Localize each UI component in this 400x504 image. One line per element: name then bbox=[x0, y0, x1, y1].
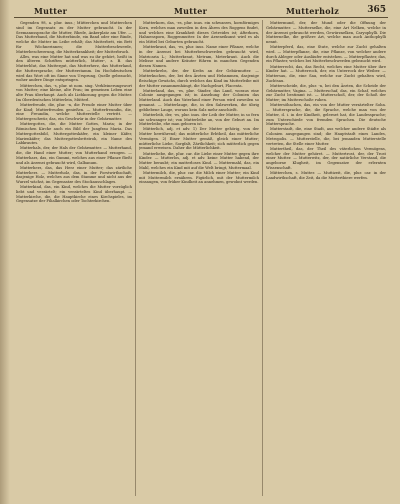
text-column-1 bbox=[16, 21, 132, 496]
entry-paragraph: Mütterchen, s. Mutter. — Muttizeit, die, plur. car. in der Landwirthschaft, die Zeit, da die Mutterthiere werfen. bbox=[266, 170, 386, 180]
text-column-2 bbox=[139, 21, 259, 496]
entry-paragraph: Muttersöhnchen, das, ein von der Mutter verzärtelter Sohn. — Muttersprache, die, die Sprache, welche man von der Mutter, d. i. in der Kindheit, gelernet hat, die Landessprache; zum Unterschiede von fremden Sprachen. Die deutsche Muttersprache. bbox=[266, 103, 386, 127]
entry-paragraph: Gegenden 98, a. plur. inus.; Mütterchen und Mutterchen sind im Gegensatz zu der Mutter gebraucht. In der Seemannssprache die Mutter, Rhede, Ankerplatz am Ufer. — Das Mutterband, die Mutterbinde, ein Band oder eine Binde, welche die Mutter im Leibe erhält; das Mutterbett, ein Bett für Wöchnerinnen; die Mutterbeschwerde, Mutterbeschwerung, die Mutterkrankheit; der Mutterbruch. bbox=[16, 21, 132, 54]
entry-paragraph: Muttermund, der, der Mund oder die Öffnung der Gebärmutter. — Mutternelke, die, eine Art Nelken, welche in der Arzenei gebraucht werden, Gewürznelken, Caryophylli. Die Mutternelke, die größere Art, welche man auch Anthophylli nennt. bbox=[266, 21, 386, 44]
column-divider bbox=[135, 20, 136, 496]
entry-paragraph: Mutterliebe, die, plur. car. die Liebe einer Mutter gegen ihre Kinder. — Mutterlos, adj. et adv. keine Mutter habend, der Mutter beraubt; ein mutterloses Kind. — Muttermahl, das, ein Mahl, welches ein Kind mit auf die Welt bringt, Muttermaal. bbox=[139, 151, 259, 170]
entry-paragraph: Mutterkorn, das, -es, plur. inus. ein schwarzes, hornförmiges Korn, welches man zuweilen in den Ähren des Roggens findet, und welches eine Krankheit dieses Getreides ist; Afterkorn, Hahnensporn, Roggenmutter. In der Arzeneikunst wird es als ein Mittel bei Geburten gebraucht. bbox=[139, 21, 259, 44]
text-column-3 bbox=[266, 21, 386, 496]
entry-paragraph: Mutterfreude, die, plur. -n, die Freude einer Mutter über ihr Kind; Mutterfreuden genießen. — Mutterfreundin, die, eine Freundin, welche Mutterstelle vertritt. — Muttergeschwür, das, ein Geschwür in der Gebärmutter. bbox=[16, 102, 132, 122]
entry-paragraph: Mütterchen, das, -s, plur. ut nom. sing. Verkleinerungswort von Mutter; eine kleine, alte Frau; im gemeinen Leben eine alte Frau überhaupt. Auch als Liebkosung gegen die Mutter. Im Oberdeutschen Mütterlein, Mütterl. bbox=[16, 83, 132, 102]
entry-paragraph: Mutterleib, der, -es, plur. inus. der Leib der Mutter, in so fern sie schwanger ist; von Mutterleibe an, von der Geburt an. Im Mutterleibe, ehe man geboren ist. bbox=[139, 112, 259, 127]
entry-paragraph: Mutterherz, das, das Herz einer Mutter; das zärtliche Mutterherz. — Mutterholz, das, in der Forstwirthschaft, dasjenige Holz, welches aus dem Stamme und nicht aus der Wurzel wächst, im Gegensatze des Stockausschlages. bbox=[16, 165, 132, 185]
entry-paragraph: Muttergottes, die, die Mutter Gottes, Maria; in der Römischen Kirche auch ein Bild der Jungfrau Maria. Das Muttergottesbild, Muttergotteskäfer, ein kleiner Käfer, Marienkäfer; das Muttergottesbettstroh, ein Name des Labkrautes. bbox=[16, 122, 132, 146]
header-center-word: Mutter bbox=[174, 6, 208, 16]
entry-paragraph: Mütterlich, adj. et adv. 1) Der Mutter gehörig, von der Mutter herrührend; das mütterliche Erbtheil, das mütterliche Vermögen. 2) Einer Mutter gemäß, gleich einer Mutter; mütterliche Liebe, Sorgfalt, Zärtlichkeit; sich mütterlich gegen jemand erweisen. Daher die Mütterlichkeit. bbox=[139, 127, 259, 151]
entry-paragraph: Mutterkind, das, ein Kind, welches die Mutter vorzüglich liebt und verzärtelt; ein verzärteltes Kind überhaupt. — Mutterkirche, die, die Hauptkirche eines Kirchspieles, im Gegensatze der Filialkirchen oder Tochterkirchen. bbox=[16, 185, 132, 204]
entry-paragraph: Mutterkrebs, der, der Krebs an der Gebärmutter. — Mutterkuchen, der, bei den Ärzten und Hebammen, dasjenige fleischige Gewächs, durch welches das Kind im Mutterleibe mit der Mutter zusammenhängt, die Nachgeburt, Placenta. bbox=[139, 69, 259, 88]
column-divider bbox=[262, 20, 263, 496]
page-number: 365 bbox=[367, 5, 386, 15]
entry-paragraph: Mutterrecht, das, das Recht, welches eine Mutter über ihre Kinder hat. — Mutterrock, der, ein Unterrock der Weiber. — Muttersau, die, eine Sau, welche zur Zucht gehalten wird, Zuchtsau. bbox=[266, 64, 386, 83]
entry-paragraph: Mutterland, das, -es, plur. -länder, das Land, woraus eine Colonie ausgegangen ist; in Ansehung der Colonien das Mutterland. Auch das Vaterland einer Person wird zuweilen so genannt. — Mutterlauge, die, in den Salzwerken, die übrig gebliebene Lauge, woraus kein Salz mehr anschießt. bbox=[139, 88, 259, 112]
entry-paragraph: Muttermilch, die, plur. car. die Milch einer Mutter; ein Kind mit Muttermilch ernähren. Figürlich, mit der Muttermilch einsaugen, von früher Kindheit an annehmen, gewohnt werden. bbox=[139, 170, 259, 185]
header-right-word: Mutterholz bbox=[286, 6, 340, 16]
header-rule bbox=[14, 17, 388, 18]
entry-paragraph: Mutterpferd, das, eine Stute, welche zur Zucht gehalten wird. — Mutterpflanze, die, eine Pflanze, von welcher andere durch Ableger oder Ausläufer entstehen. — Mutterpflaster, das, ein Pflaster, welches bei Mutterbeschwerden gebraucht wird. bbox=[266, 45, 386, 64]
entry-paragraph: Mutterhals, der, der Hals der Gebärmutter. — Mutterhand, die, die Hand einer Mutter; von Mutterhand erzogen. — Mutterharz, das, ein Gummi, welches aus einer Pflanze fließt und als Arzenei gebraucht wird, Galbanum. bbox=[16, 146, 132, 165]
entry-paragraph: Mutterscheide, die, plur. -n, bei den Ärzten, die Scheide der Gebärmutter, Vagina. — Mutterschaf, das, ein Schaf, welches zur Zucht bestimmt ist. — Mutterschoß, der, der Schoß der Mutter; im Mutterschoße ruhen. bbox=[266, 83, 386, 103]
entry-paragraph: Muttertheil, das, der Theil des väterlichen Vermögens, welcher der Mutter gehöret. — Muttertrost, der, der Trost einer Mutter. — Mutterwitz, der, der natürliche Verstand, die angeborne Klugheit, im Gegensatze der erlernten Wissenschaft. bbox=[266, 146, 386, 170]
entry-paragraph: Mutterstadt, die, eine Stadt, aus welcher andere Städte als Colonien ausgegangen sind; die Hauptstadt eines Landes, Metropolis. — Mutterstelle, die, bei jemanden Mutterstelle vertreten, die Stelle einer Mutter. bbox=[266, 127, 386, 146]
header-left-word: Mutter bbox=[34, 6, 68, 16]
entry-paragraph: Alles, was eine Mutter hat und was zu ihr gehört, heißt in den älteren Schriften mütterlich, Mutter-, z. B. das Mutterblut, das Muttergut, das Mutterherz, das Mutterland, die Muttersprache, der Mutterstamm. Im Hochdeutschen wird das Wort oft im Sinne von Ursprung, Quelle gebraucht, woher andere Dinge entspringen. bbox=[16, 54, 132, 83]
entry-paragraph: Mutterkraut, das, -es, plur. inus. Name einer Pflanze, welche in der Arzenei bei Mutterbeschwerden gebraucht wird, Matricaria L.; Mutterkraut, Metram, Meterkraut. Auch die Melisse und andere Kräuter führen in manchen Gegenden diesen Namen. bbox=[139, 45, 259, 69]
